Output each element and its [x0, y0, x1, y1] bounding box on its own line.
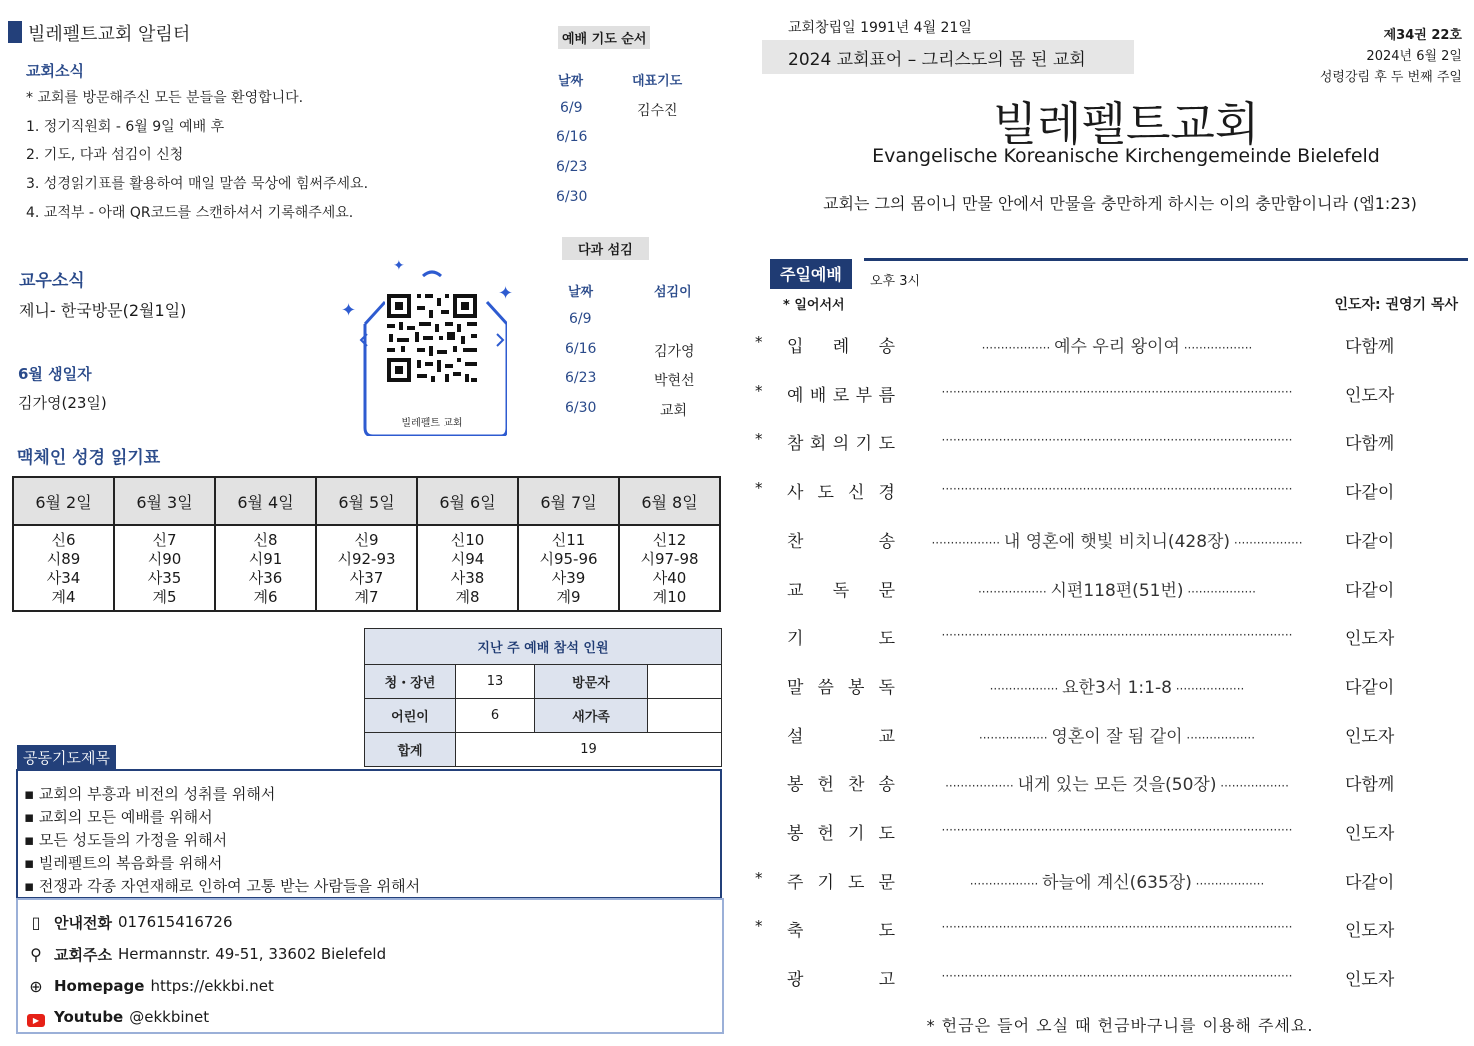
offering-note: * 헌금은 들어 오실 때 헌금바구니를 이용해 주세요. [926, 1016, 1314, 1035]
order-item-name-char: 입 [787, 337, 804, 357]
order-item-performer: 인도자 [1345, 385, 1395, 406]
bulletin-date: 2024년 6월 2일 [1366, 49, 1462, 64]
order-item-name [787, 429, 895, 454]
attendance-value: 6 [456, 699, 535, 733]
order-item-performer: 인도자 [1345, 970, 1395, 991]
attendance-table [364, 628, 722, 767]
order-item-name [787, 770, 895, 795]
snack-date: 6/9 [569, 311, 592, 327]
location-pin-icon: ⚲ [30, 944, 42, 964]
prayer-item: ▪ 모든 성도들의 가정을 위해서 [24, 831, 228, 849]
church-news-line: 3. 성경읽기표를 활용하여 매일 말씀 묵상에 힘써주세요. [26, 176, 369, 192]
founded-date: 교회창립일 1991년 4월 21일 [788, 20, 972, 36]
order-item-text: 시편118편(51번) [1050, 580, 1184, 601]
order-item-detail: ·················· 영혼이 잘 됨 같이 ·················· [978, 726, 1256, 747]
order-item-name-char: 도 [848, 872, 865, 893]
order-item-detail: ···························································································· [941, 482, 1293, 497]
snack-name: 교회 [660, 403, 688, 419]
prayer-order-name: 김수진 [637, 103, 678, 119]
order-item-name-char: 씀 [817, 677, 834, 698]
phone-number[interactable]: 017615416726 [117, 913, 233, 931]
order-item-performer: 인도자 [1345, 824, 1395, 844]
reading-plan-table [12, 476, 721, 612]
order-item-text: 요한3서 1:1-8 [1062, 677, 1172, 698]
order-item-performer: 인도자 [1345, 629, 1395, 650]
order-item-detail: ···························································································· [941, 823, 1293, 837]
reading-date: 6월 7일 [518, 477, 619, 525]
reading-cell: 신7 시90 사35 계5 [114, 525, 215, 611]
order-item-text: 내게 있는 모든 것을(50장) [1017, 775, 1217, 796]
order-item-name-char: 봉 [848, 677, 865, 698]
order-item-detail: ···························································································· [941, 920, 1293, 935]
worship-order-item [755, 378, 1460, 408]
reading-plan-heading: 맥체인 성경 읽기표 [17, 448, 161, 468]
youtube-handle[interactable]: @ekkbinet [129, 1008, 210, 1026]
worship-order-item [755, 524, 1460, 554]
church-name: 빌레펠트교회 [992, 97, 1260, 151]
order-item-name-char: 송 [878, 775, 895, 796]
phone-label: 안내전화 [54, 913, 112, 932]
qr-caption: 빌레펠트 교회 [401, 418, 463, 429]
reading-cell: 신6 시89 사34 계4 [13, 525, 114, 611]
order-item-name [787, 624, 895, 649]
order-item-name-char: 참 [787, 434, 804, 455]
order-item-name-char: 의 [832, 434, 850, 455]
church-news-heading: 교회소식 [26, 62, 84, 80]
order-item-detail: ·················· 예수 우리 왕이여 ·················· [981, 337, 1253, 357]
attendance-value: 13 [456, 665, 535, 699]
order-item-name-char: 름 [878, 385, 895, 406]
member-news-heading: 교우소식 [19, 271, 85, 291]
order-item-performer: 인도자 [1345, 921, 1395, 942]
qr-card[interactable] [357, 262, 507, 436]
attendance-heading: 지난 주 예배 참석 인원 [365, 629, 722, 665]
order-item-text: 하늘에 계신(635장) [1042, 872, 1192, 893]
order-item-detail: ·················· 내 영혼에 햇빛 비치니(428장) ·················· [931, 531, 1303, 552]
order-item-name [787, 722, 895, 747]
order-item-performer: 다같이 [1345, 483, 1395, 504]
birthday-heading: 6월 생일자 [18, 365, 92, 383]
common-prayer-heading: 공동기도제목 [17, 745, 116, 770]
worship-order-item [755, 962, 1460, 992]
reading-date: 6월 8일 [619, 477, 720, 525]
order-item-name-char: 봉 [787, 824, 804, 844]
standing-note: * 일어서서 [783, 298, 845, 313]
attendance-value [648, 699, 722, 733]
order-item-name [787, 527, 895, 552]
worship-order-item [755, 329, 1460, 359]
order-item-name-char: 고 [878, 970, 895, 991]
order-item-name-char: 경 [878, 483, 895, 504]
order-item-name-char: 광 [787, 970, 804, 991]
order-item-detail: ·················· 하늘에 계신(635장) ·················· [969, 872, 1265, 893]
title-accent-bar [8, 21, 22, 43]
contact-homepage [26, 974, 274, 998]
worship-order-item [755, 719, 1460, 749]
order-item-name-char: 기 [848, 824, 865, 844]
standing-marker: * [755, 917, 763, 936]
worship-order-item [755, 767, 1460, 797]
snack-date: 6/16 [565, 341, 597, 357]
order-item-performer: 다같이 [1345, 677, 1395, 698]
order-item-name-char: 독 [878, 677, 895, 698]
attendance-value [648, 665, 722, 699]
church-german-name: Evangelische Koreanische Kirchengemeinde Bielefeld [872, 145, 1380, 167]
order-item-performer: 인도자 [1345, 726, 1395, 747]
order-item-detail: ···························································································· [941, 433, 1293, 448]
church-motto: 2024 교회표어 – 그리스도의 몸 된 교회 [788, 50, 1086, 70]
order-item-name-char: 도 [878, 629, 895, 650]
attendance-label: 합계 [365, 733, 456, 767]
order-item-detail: ···························································································· [941, 969, 1293, 984]
reading-date: 6월 4일 [215, 477, 316, 525]
address-text: Hermannstr. 49-51, 33602 Bielefeld [117, 945, 387, 963]
reading-date: 6월 6일 [417, 477, 518, 525]
order-item-name-char: 신 [848, 483, 865, 504]
snack-name: 박현선 [654, 373, 695, 389]
order-item-name-char: 례 [832, 337, 850, 357]
church-news-line: 1. 정기직원회 - 6월 9일 예배 후 [26, 119, 225, 135]
attendance-label: 어린이 [365, 699, 456, 733]
reading-date: 6월 3일 [114, 477, 215, 525]
prayer-order-heading: 예배 기도 순서 [558, 26, 650, 49]
order-item-text: 영혼이 잘 됨 같이 [1051, 726, 1183, 747]
worship-order-item [755, 816, 1460, 846]
snack-heading: 다과 섬김 [562, 237, 649, 260]
reading-cell: 신12 시97-98 사40 계10 [619, 525, 720, 611]
order-item-name-char: 문 [878, 872, 895, 893]
order-item-name-char: 예 [787, 385, 804, 406]
order-item-text: 내 영혼에 햇빛 비치니(428장) [1003, 531, 1231, 552]
church-news-line: * 교회를 방문해주신 모든 분들을 환영합니다. [26, 90, 304, 106]
worship-order-item [755, 475, 1460, 505]
order-item-detail: ·················· 요한3서 1:1-8 ·················· [989, 677, 1245, 698]
reading-date: 6월 5일 [316, 477, 417, 525]
attendance-label: 청・장년 [365, 665, 456, 699]
volume-number: 제34권 22호 [1383, 28, 1462, 43]
church-verse: 교회는 그의 몸이니 만물 안에서 만물을 충만하게 하시는 이의 충만함이니라 (엡1:23) [823, 194, 1417, 213]
order-item-text: 예수 우리 왕이여 [1054, 337, 1180, 357]
attendance-label: 방문자 [535, 665, 648, 699]
order-item-name [787, 478, 895, 503]
reading-cell: 신10 시94 사38 계8 [417, 525, 518, 611]
sparkle-icon: ✦ [498, 283, 514, 304]
order-item-name-char: 주 [787, 872, 804, 893]
worship-order-item [755, 573, 1460, 603]
contact-address [26, 942, 386, 966]
order-item-name-char: 회 [809, 434, 827, 455]
order-item-performer: 다같이 [1345, 580, 1395, 601]
order-item-name-char: 문 [878, 580, 895, 601]
order-item-name-char: 도 [817, 483, 834, 504]
prayer-item: ▪ 교회의 부흥과 비전의 성취를 위해서 [24, 785, 276, 803]
sparkle-icon: ✦ [393, 258, 405, 274]
order-item-performer: 다같이 [1345, 872, 1395, 893]
standing-marker: * [755, 479, 763, 498]
prayer-order-date: 6/30 [556, 189, 588, 205]
worship-time: 오후 3시 [870, 274, 921, 289]
order-item-name [787, 819, 895, 844]
order-item-name-char: 송 [878, 531, 895, 552]
youtube-icon: ▶ [26, 1008, 46, 1027]
globe-icon: ⊕ [29, 976, 43, 996]
order-item-name-char: 찬 [848, 775, 865, 796]
address-label: 교회주소 [54, 945, 112, 964]
worship-heading: 주일예배 [770, 259, 852, 289]
order-item-name-char: 찬 [787, 531, 804, 552]
order-item-name-char: 사 [787, 483, 804, 504]
order-item-name [787, 576, 895, 601]
order-item-name [787, 332, 895, 357]
order-item-name-char: 도 [878, 921, 895, 942]
reading-cell: 신9 시92-93 사37 계7 [316, 525, 417, 611]
order-item-name [787, 868, 895, 893]
page-title: 빌레펠트교회 알림터 [28, 24, 191, 45]
reading-cell: 신8 시91 사36 계6 [215, 525, 316, 611]
standing-marker: * [755, 381, 763, 400]
order-item-detail: ···························································································· [941, 628, 1293, 643]
attendance-total: 19 [456, 733, 722, 767]
order-item-name-char: 축 [787, 921, 804, 942]
worship-divider [864, 258, 1468, 261]
prayer-item: ▪ 빌레펠트의 복음화를 위해서 [24, 854, 223, 872]
order-item-name-char: 부 [855, 385, 873, 406]
order-item-name-char: 도 [878, 824, 895, 844]
contact-youtube [26, 1005, 209, 1029]
contact-box [16, 898, 724, 1034]
snack-name: 김가영 [654, 344, 695, 360]
order-item-performer: 다함께 [1345, 337, 1395, 357]
standing-marker: * [755, 868, 763, 887]
order-item-name-char: 교 [787, 580, 804, 601]
snack-col-name: 섬김이 [654, 285, 692, 300]
prayer-item: ▪ 전쟁과 각종 자연재해로 인하여 고통 받는 사람들을 위해서 [24, 877, 421, 895]
reading-date: 6월 2일 [13, 477, 114, 525]
order-item-name-char: 기 [817, 872, 834, 893]
snack-date: 6/23 [565, 370, 597, 386]
order-item-name-char: 기 [787, 629, 804, 650]
order-item-name-char: 헌 [817, 775, 834, 796]
order-item-name-char: 봉 [787, 775, 804, 796]
order-item-name [787, 916, 895, 941]
worship-order-item [755, 426, 1460, 456]
worship-leader: 인도자: 권영기 목사 [1334, 297, 1458, 313]
order-item-name-char: 로 [832, 385, 850, 406]
qr-code-icon [357, 262, 507, 436]
order-item-performer: 다함께 [1345, 434, 1395, 455]
snack-col-date: 날짜 [568, 285, 594, 300]
order-item-name-char: 교 [878, 726, 895, 747]
order-item-name [787, 965, 895, 990]
order-item-detail: ···························································································· [941, 384, 1293, 399]
prayer-order-date: 6/9 [560, 100, 583, 116]
prayer-order-col-date: 날짜 [558, 74, 584, 89]
order-item-detail: ·················· 내게 있는 모든 것을(50장) ·················· [945, 775, 1289, 796]
order-item-name-char: 기 [855, 434, 873, 455]
church-news-line: 2. 기도, 다과 섬김이 신청 [26, 147, 184, 163]
order-item-name [787, 673, 895, 698]
worship-order-item [755, 913, 1460, 943]
homepage-link[interactable]: https://ekkbi.net [150, 977, 274, 995]
order-item-name-char: 설 [787, 726, 804, 747]
common-prayer-box [16, 769, 722, 899]
sparkle-icon: ✦ [341, 300, 357, 321]
phone-icon: ▯ [31, 912, 41, 932]
order-item-performer: 다함께 [1345, 775, 1395, 796]
order-item-detail: ·················· 시편118편(51번) ·················· [977, 580, 1256, 601]
attendance-label: 새가족 [535, 699, 648, 733]
worship-order-item [755, 621, 1460, 651]
order-item-name [787, 381, 895, 406]
member-news-line: 제니- 한국방문(2월1일) [19, 301, 187, 320]
youtube-label: Youtube [54, 1008, 124, 1026]
homepage-label: Homepage [54, 977, 145, 995]
prayer-order-date: 6/23 [556, 159, 588, 175]
snack-date: 6/30 [565, 400, 597, 416]
birthday-line: 김가영(23일) [18, 394, 107, 412]
standing-marker: * [755, 430, 763, 449]
reading-cell: 신11 시95-96 사39 계9 [518, 525, 619, 611]
order-item-name-char: 독 [832, 580, 850, 601]
worship-order-item [755, 670, 1460, 700]
contact-phone [26, 910, 233, 934]
prayer-order-col-name: 대표기도 [632, 74, 683, 89]
worship-order-item [755, 865, 1460, 895]
prayer-item: ▪ 교회의 모든 예배를 위해서 [24, 808, 213, 826]
order-item-name-char: 도 [878, 434, 895, 455]
standing-marker: * [755, 333, 763, 351]
liturgical-season: 성령강림 후 두 번째 주일 [1319, 70, 1462, 85]
order-item-performer: 다같이 [1345, 531, 1395, 552]
order-item-name-char: 말 [787, 677, 804, 698]
church-news-line: 4. 교적부 - 아래 QR코드를 스캔하셔서 기록해주세요. [26, 205, 354, 221]
order-item-name-char: 헌 [817, 824, 834, 844]
order-item-name-char: 송 [878, 337, 895, 357]
prayer-order-date: 6/16 [556, 129, 588, 145]
order-item-name-char: 배 [809, 385, 827, 406]
